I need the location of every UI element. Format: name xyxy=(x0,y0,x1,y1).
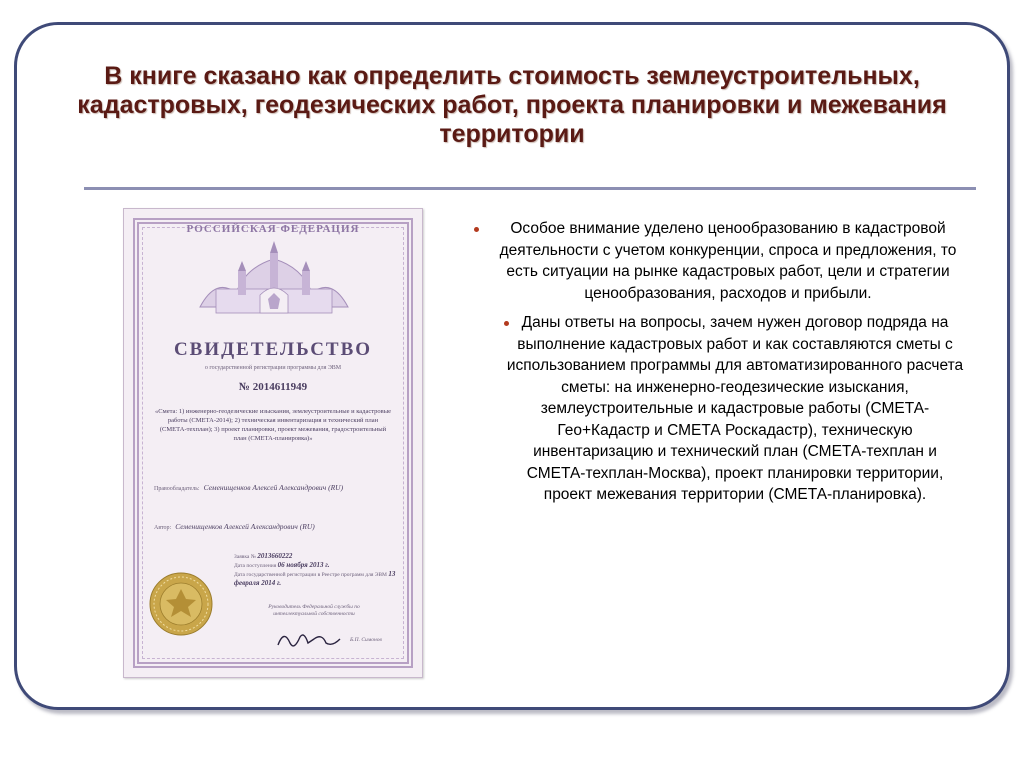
bullet-item xyxy=(468,312,968,506)
bullet-dot-icon xyxy=(474,227,479,232)
received-value: 06 ноября 2013 г. xyxy=(277,561,330,569)
author-label: Автор: xyxy=(154,525,172,531)
certificate-owner-line xyxy=(154,483,396,492)
certificate-signer: Б.П. Симонов xyxy=(350,637,382,643)
slide-title: В книге сказано как определить стоимость землеустроительных, кадастровых, геодезических работ, проекта планировки и межевания территории xyxy=(77,62,947,148)
kremlin-emblem-icon xyxy=(196,237,352,321)
application-value: 2013660222 xyxy=(257,552,293,560)
owner-label: Правообладатель: xyxy=(154,486,200,492)
certificate-country: РОССИЙСКАЯ ФЕДЕРАЦИЯ xyxy=(186,223,360,235)
certificate-author-line xyxy=(154,522,396,531)
bullet-text: Даны ответы на вопросы, зачем нужен договор подряда на выполнение кадастровых работ и как составляются сметы с использованием программы для автоматизированного расчета сметы: на инженерно-геодезические изыскания, землеустроительные и кадастровые работы (СМЕТА-Гео+Кадастр и СМЕТА Роскадастр), техническую инвентаризацию и технический план (СМЕТА-техплан и СМЕТА-техплан-Москва), проект планировки территории, проект межевания территории (СМЕТА-планировка). xyxy=(506,314,964,503)
certificate-heading: СВИДЕТЕЛЬСТВО xyxy=(173,339,373,360)
certificate-dates xyxy=(234,552,404,588)
registration-value: 13 февраля 2014 г. xyxy=(234,570,396,587)
author-value: Семенищенков Алексей Александрович (RU) xyxy=(175,522,315,531)
bullet-dot-icon xyxy=(504,321,509,326)
certificate-program-name: «Смета: 1) инженерно-геодезические изыскания, землеустроительные и кадастровые работы (СМЕТА-2014); 2) техническая инвентаризация и технический план (СМЕТА-техплан); 3) проект планировки, проект межевания, градостроительный план (СМЕТА-планировка)» xyxy=(155,408,391,442)
certificate-subheading: о государственной регистрации программы для ЭВМ xyxy=(204,365,342,371)
bullet-item xyxy=(468,218,968,304)
certificate-number: № 2014611949 xyxy=(238,381,308,393)
application-label: Заявка № xyxy=(234,554,256,560)
bullet-text: Особое внимание уделено ценообразованию в кадастровой деятельности с учетом конкуренции, спроса и предложения, то есть ситуации на рынке кадастровых работ, цели и стратегии ценообразования, расходов и прибыли. xyxy=(499,220,957,302)
certificate-official: Руководитель Федеральной службы по интеллектуальной собственности xyxy=(268,604,360,617)
certificate-image xyxy=(123,208,423,678)
received-label: Дата поступления xyxy=(234,563,277,569)
seal-icon xyxy=(148,571,214,637)
signature-icon xyxy=(274,627,344,653)
registration-label: Дата государственной регистрации в Реестре программ для ЭВМ xyxy=(234,572,387,578)
title-divider xyxy=(84,187,976,190)
bullet-list xyxy=(468,218,968,514)
owner-value: Семенищенков Алексей Александрович (RU) xyxy=(203,483,344,492)
